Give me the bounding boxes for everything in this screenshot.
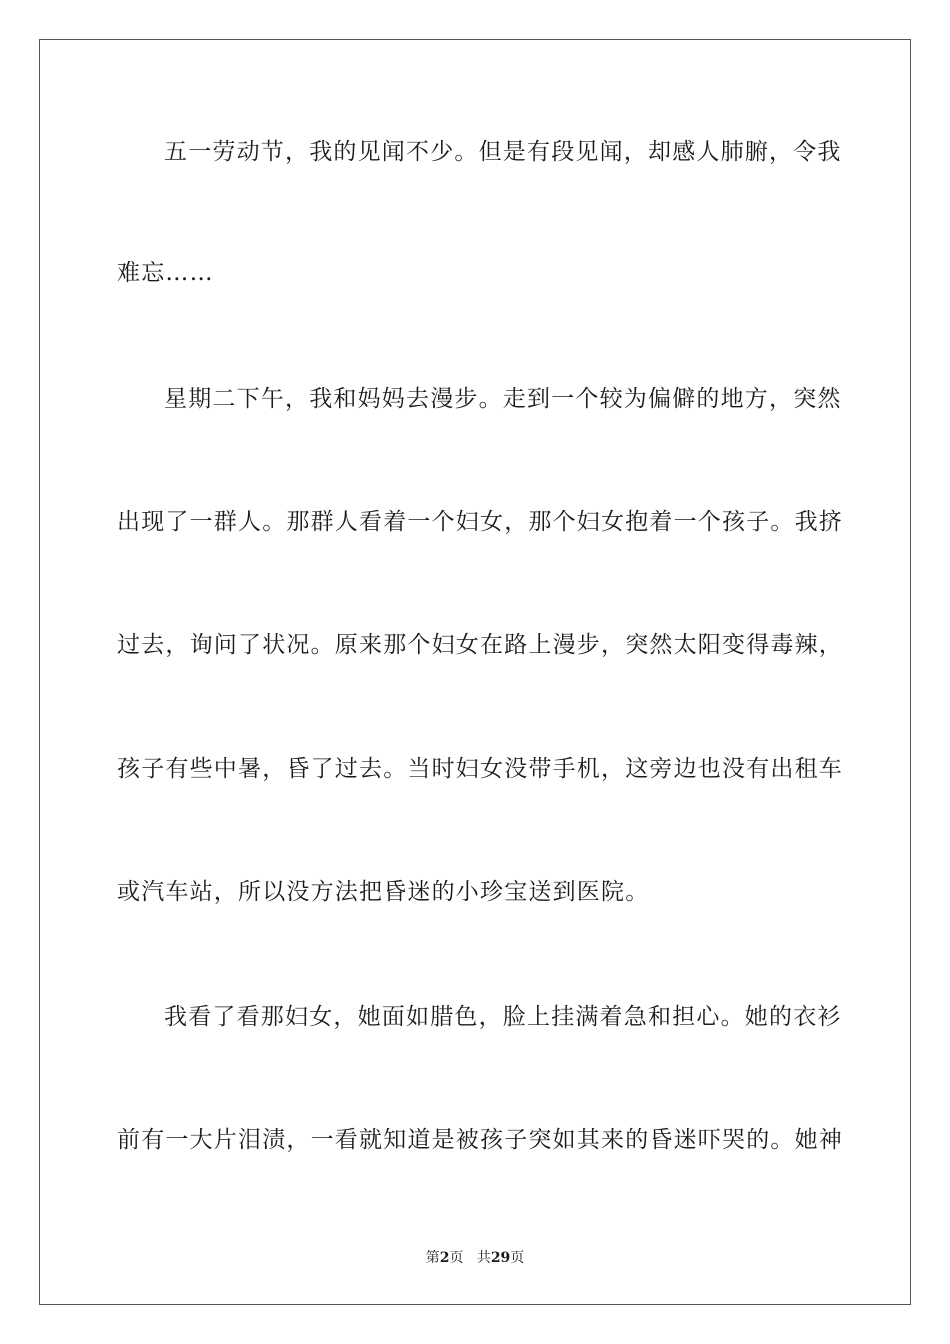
paragraph-2-line-2: 出现了一群人。那群人看着一个妇女，那个妇女抱着一个孩子。我挤 [117, 509, 843, 535]
footer-total-prefix: 共 [476, 1250, 491, 1266]
page-frame [39, 39, 911, 1305]
paragraph-2-line-3: 过去，询问了状况。原来那个妇女在路上漫步，突然太阳变得毒辣， [117, 632, 843, 658]
footer-page-prefix: 第 [425, 1250, 440, 1266]
footer-page-suffix: 页 [449, 1250, 464, 1266]
paragraph-2-line-1: 星期二下午，我和妈妈去漫步。走到一个较为偏僻的地方，突然 [164, 386, 842, 412]
footer-total-suffix: 页 [510, 1250, 525, 1266]
paragraph-2-line-4: 孩子有些中暑，昏了过去。当时妇女没带手机，这旁边也没有出租车 [117, 756, 843, 782]
footer-page-number: 2 [439, 1250, 450, 1266]
paragraph-1-line-2: 难忘…… [117, 260, 214, 286]
page-footer [0, 1249, 950, 1267]
footer-total-pages: 29 [490, 1250, 511, 1266]
paragraph-1-line-1: 五一劳动节，我的见闻不少。但是有段见闻，却感人肺腑，令我 [164, 139, 842, 165]
paragraph-3-line-2: 前有一大片泪渍，一看就知道是被孩子突如其来的昏迷吓哭的。她神 [117, 1127, 843, 1153]
paragraph-3-line-1: 我看了看那妇女，她面如腊色，脸上挂满着急和担心。她的衣衫 [164, 1004, 842, 1030]
paragraph-2-line-5: 或汽车站，所以没方法把昏迷的小珍宝送到医院。 [117, 879, 650, 905]
